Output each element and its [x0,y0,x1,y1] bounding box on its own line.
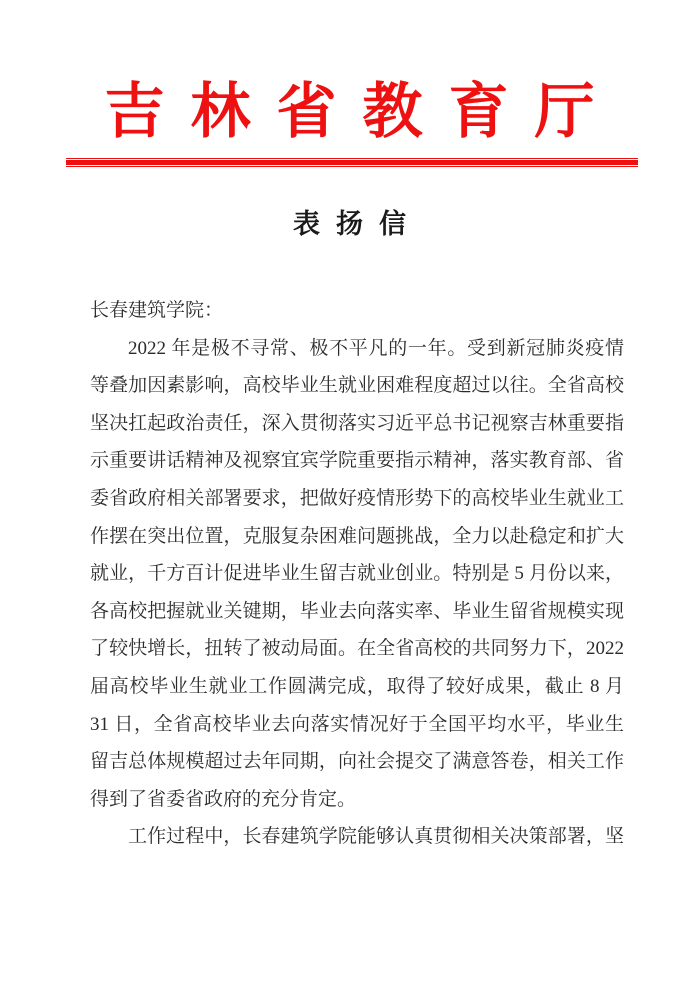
body-line: 留吉总体规模超过去年同期，向社会提交了满意答卷，相关工作 [90,751,624,773]
body-line: 作摆在突出位置，克服复杂困难问题挑战，全力以赴稳定和扩大 [90,525,624,547]
letterhead-agency-title: 吉林省教育厅 [104,79,621,145]
document-body [90,292,624,856]
body-line: 等叠加因素影响，高校毕业生就业困难程度超过以往。全省高校 [90,375,624,397]
letterhead-rule [66,158,638,167]
body-line: 2022 年是极不寻常、极不平凡的一年。受到新冠肺炎疫情 [128,337,624,359]
body-line: 了较快增长，扭转了被动局面。在全省高校的共同努力下，2022 [90,638,624,660]
body-line: 示重要讲话精神及视察宜宾学院重要指示精神，落实教育部、省 [90,450,624,472]
body-line: 届高校毕业生就业工作圆满完成，取得了较好成果，截止 8 月 [90,675,624,697]
body-line: 工作过程中，长春建筑学院能够认真贯彻相关决策部署，坚 [128,826,624,848]
body-line: 得到了省委省政府的充分肯定。 [90,788,357,810]
salutation: 长春建筑学院： [90,300,224,321]
body-line: 坚决扛起政治责任，深入贯彻落实习近平总书记视察吉林重要指 [90,412,624,434]
body-line: 就业，千方百计促进毕业生留吉就业创业。特别是 5 月份以来， [90,563,624,585]
body-line: 委省政府相关部署要求，把做好疫情形势下的高校毕业生就业工 [90,487,624,509]
document-title: 表扬信 [293,209,422,239]
body-line: 31 日，全省高校毕业去向落实情况好于全国平均水平，毕业生 [90,713,624,735]
body-line: 各高校把握就业关键期，毕业去向落实率、毕业生留省规模实现 [90,600,624,622]
